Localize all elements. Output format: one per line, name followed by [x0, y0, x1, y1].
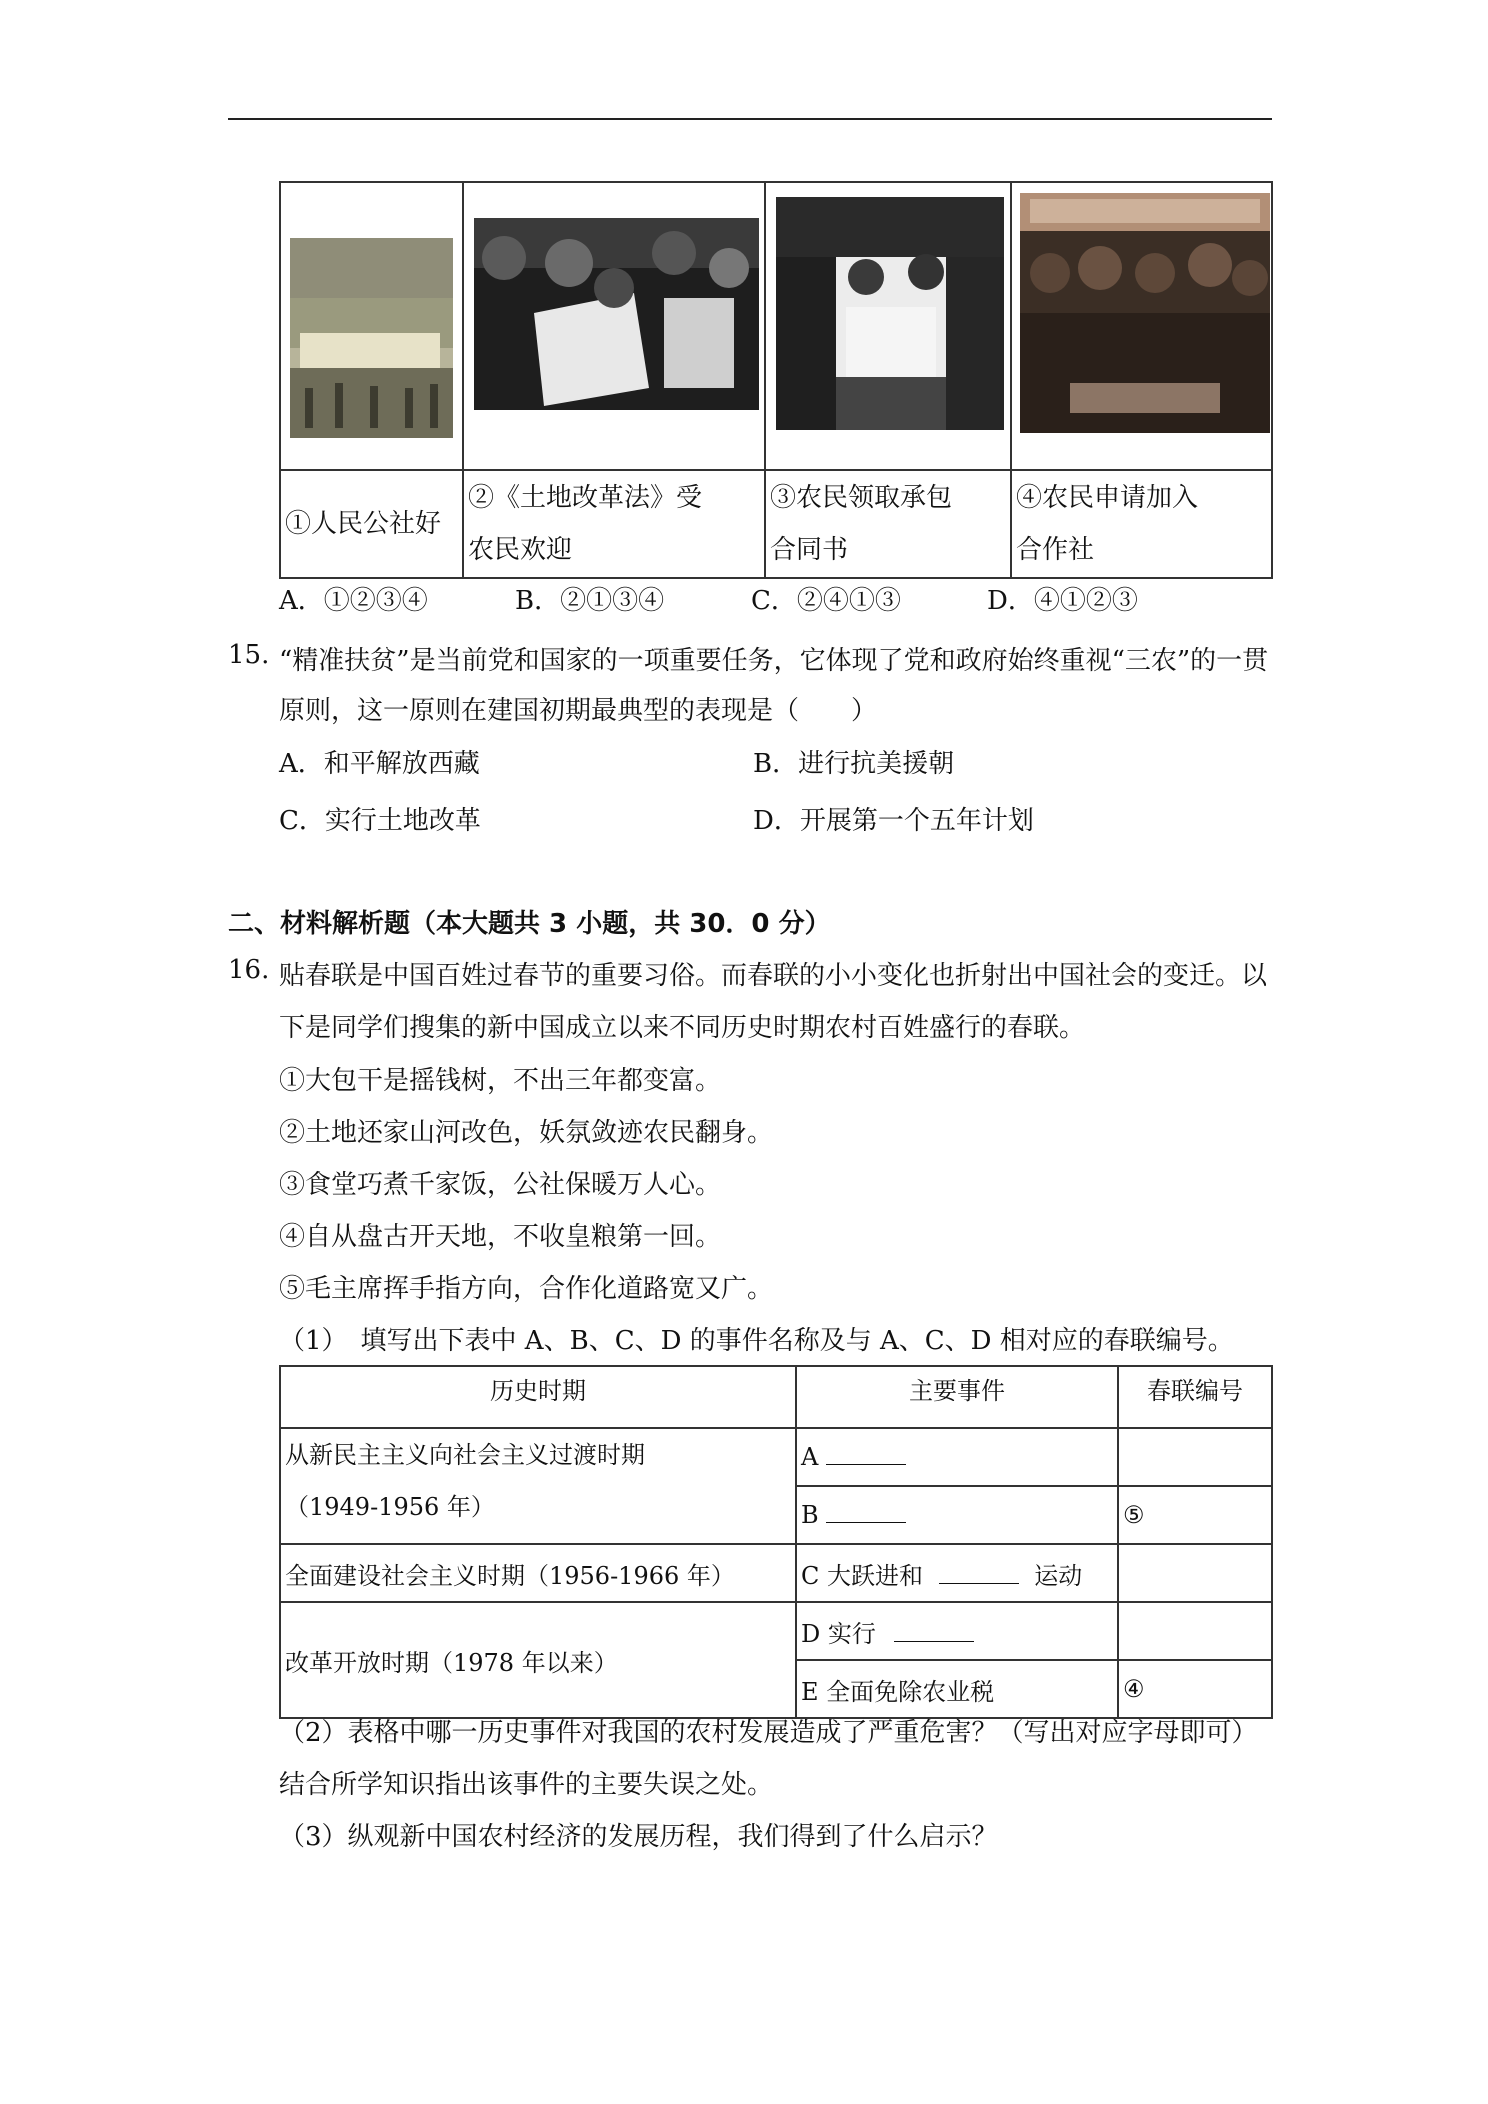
q15-option-c[interactable] [279, 800, 481, 837]
option-label: D． [753, 806, 800, 836]
photo-caption-1 [280, 470, 463, 578]
photo-caption-2 [463, 470, 765, 578]
q16-sub2-line1: （2）表格中哪一历史事件对我国的农村发展造成了严重危害？（写出对应字母即可） [279, 1718, 1258, 1748]
table-row [280, 1602, 1272, 1660]
photo-cell-3 [765, 182, 1011, 470]
q16-sub3: （3）纵观新中国农村经济的发展历程，我们得到了什么启示？ [279, 1822, 998, 1852]
option-label: C． [279, 806, 325, 836]
couplet-1: ①大包干是摇钱树，不出三年都变富。 [279, 1066, 722, 1096]
period-line: 从新民主主义向社会主义过渡时期 [285, 1441, 645, 1469]
photo-land-reform-law [474, 218, 759, 410]
period-construction: 全面建设社会主义时期（1956-1966 年） [280, 1544, 796, 1602]
q16-sub2-line2: 结合所学知识指出该事件的主要失误之处。 [279, 1770, 774, 1800]
q15-stem-line2: 原则，这一原则在建国初期最典型的表现是（ ） [279, 696, 878, 726]
event-b-blank[interactable] [826, 1522, 906, 1523]
photo-table [279, 181, 1273, 579]
code-b-cell: ⑤ [1118, 1486, 1272, 1544]
option-text: 进行抗美援朝 [798, 749, 955, 779]
table-row [280, 1544, 1272, 1602]
table-header-row [280, 1366, 1272, 1428]
option-label: B． [753, 749, 799, 779]
photo-cell-1 [280, 182, 463, 470]
period-transition [280, 1428, 796, 1544]
section-title: 二、材料解析题（本大题共 3 小题，共 30．0 分） [228, 909, 831, 939]
photo-cell-4 [1011, 182, 1272, 470]
photo-contract-book [776, 197, 1004, 430]
q14-option-a[interactable] [279, 580, 428, 617]
code-c-cell[interactable] [1118, 1544, 1272, 1602]
option-text: ②①③④ [560, 586, 665, 616]
table-row [280, 1428, 1272, 1486]
caption-line: 合作社 [1016, 535, 1095, 565]
event-e-cell: E 全面免除农业税 [796, 1660, 1118, 1718]
q15-option-b[interactable] [753, 743, 954, 780]
event-b-label: B [801, 1501, 819, 1529]
option-text: ④①②③ [1033, 586, 1138, 616]
option-text: 和平解放西藏 [323, 749, 480, 779]
events-table [279, 1365, 1273, 1719]
option-label: D． [987, 586, 1034, 616]
q16-stem-line2: 下是同学们搜集的新中国成立以来不同历史时期农村百姓盛行的春联。 [279, 1013, 1086, 1043]
event-a-blank[interactable] [826, 1464, 906, 1465]
period-line: （1949-1956 年） [285, 1493, 495, 1521]
event-d-cell[interactable] [796, 1602, 1118, 1660]
q15-number: 15. [228, 640, 270, 670]
option-text: ②④①③ [796, 586, 901, 616]
code-a-cell[interactable] [1118, 1428, 1272, 1486]
q15-option-d[interactable] [753, 800, 1034, 837]
event-c-blank[interactable] [939, 1583, 1019, 1584]
event-a-cell[interactable] [796, 1428, 1118, 1486]
period-reform: 改革开放时期（1978 年以来） [280, 1602, 796, 1718]
option-text: 开展第一个五年计划 [799, 806, 1034, 836]
photo-caption-4 [1011, 470, 1272, 578]
caption-line: ①人民公社好 [285, 509, 442, 539]
couplet-5: ⑤毛主席挥手指方向，合作化道路宽又广。 [279, 1274, 774, 1304]
q16-stem-line1: 贴春联是中国百姓过春节的重要习俗。而春联的小小变化也折射出中国社会的变迁。以 [279, 961, 1268, 991]
caption-line: 农民欢迎 [468, 535, 573, 565]
option-text: 实行土地改革 [324, 806, 481, 836]
photo-people-commune [290, 238, 453, 438]
event-c-cell[interactable] [796, 1544, 1118, 1602]
option-label: C． [751, 586, 797, 616]
code-d-cell[interactable] [1118, 1602, 1272, 1660]
event-d-label: D 实行 [801, 1619, 876, 1648]
option-label: A． [279, 749, 324, 779]
caption-line: ③农民领取承包 [770, 483, 953, 513]
photo-join-cooperative [1020, 193, 1270, 433]
photo-cell-2 [463, 182, 765, 470]
q15-option-a[interactable] [279, 743, 480, 780]
event-c-suffix: 运动 [1034, 1561, 1083, 1590]
option-label: B． [515, 586, 561, 616]
q14-option-c[interactable] [751, 580, 901, 617]
event-d-blank[interactable] [894, 1641, 974, 1642]
caption-line: ②《土地改革法》受 [468, 483, 703, 513]
caption-line: ④农民申请加入 [1016, 483, 1199, 513]
option-text: ①②③④ [323, 586, 428, 616]
event-a-label: A [801, 1443, 819, 1471]
header-event: 主要事件 [796, 1366, 1118, 1428]
code-e-cell: ④ [1118, 1660, 1272, 1718]
q15-stem-line1: “精准扶贫”是当前党和国家的一项重要任务，它体现了党和政府始终重视“三农”的一贯 [279, 646, 1269, 676]
event-b-cell[interactable] [796, 1486, 1118, 1544]
header-period: 历史时期 [280, 1366, 796, 1428]
couplet-3: ③食堂巧煮千家饭，公社保暖万人心。 [279, 1170, 722, 1200]
q16-number: 16. [228, 955, 270, 985]
header-rule [228, 118, 1272, 120]
q14-option-b[interactable] [515, 580, 664, 617]
q16-sub1: （1） 填写出下表中 A、B、C、D 的事件名称及与 A、C、D 相对应的春联编号。 [279, 1326, 1234, 1356]
q14-option-d[interactable] [987, 580, 1138, 617]
option-label: A． [279, 586, 324, 616]
header-couplet-no: 春联编号 [1118, 1366, 1272, 1428]
couplet-4: ④自从盘古开天地，不收皇粮第一回。 [279, 1222, 722, 1252]
photo-caption-3 [765, 470, 1011, 578]
caption-line: 合同书 [770, 535, 849, 565]
event-c-label: C 大跃进和 [801, 1561, 923, 1590]
couplet-2: ②土地还家山河改色，妖氛敛迹农民翻身。 [279, 1118, 774, 1148]
